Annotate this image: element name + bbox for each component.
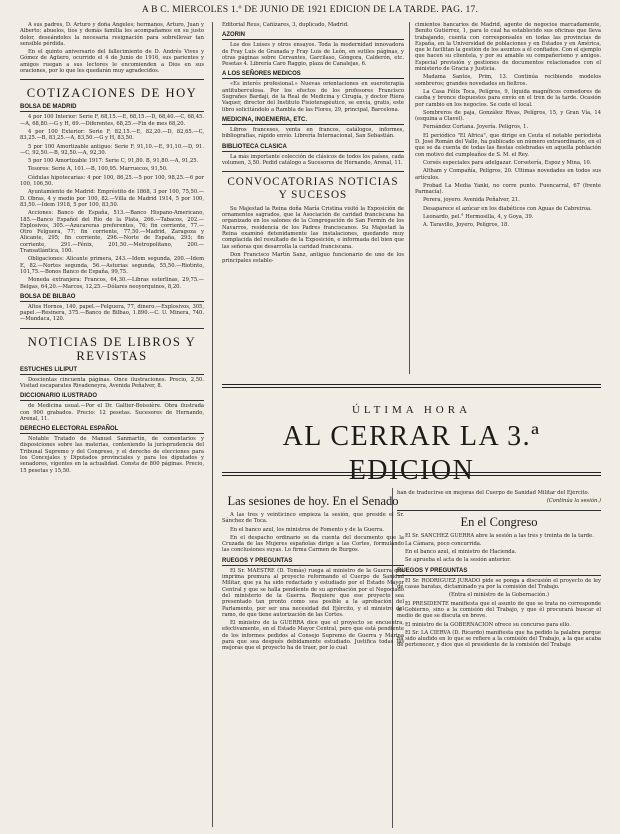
congreso-paragraph: El PRESIDENTE manifiesta que el asunto de que se trata no corresponde al Gobierno, sino a la comisión del Trabajo, y que él procurará buscar el medio de que se discuta en breve. xyxy=(397,600,601,620)
divider xyxy=(397,510,601,511)
congreso-paragraph: El Sr. LA CIERVA (D. Ricardo) manifiesta que ha pedido la palabra porque ha sido aludido en lo que se refiere a la comisión del Trabajo, a la que acaba de pertenecer, y dice que el presidente de la comisión del Trabajo xyxy=(397,629,601,649)
senado-headline: Las sesiones de hoy. En el Senado xyxy=(227,494,399,508)
ad-desaparece: Desaparece el azúcar en los diabéticos con Aguas de Cabreiroa. xyxy=(423,205,592,212)
congreso-paragraph: Se aprueba el acta de la sesión anterior. xyxy=(405,557,511,564)
quote-line: Obligaciones: Alicante primera, 243.—Idem segunda, 200.—Idem E, 82.—Nortes segunda, 56.—Asturias segunda, 55,50.—Riotinto, 101,75.—Bonos Banco de España, 99,75. xyxy=(20,256,204,275)
quote-line: Tesoros: Serie A, 101.—B, 100,95. Marruecos, 91,50. xyxy=(28,166,168,173)
ultima-hora: ÚLTIMA HORA xyxy=(351,404,472,416)
convocatorias-title: CONVOCATORIAS NOTICIAS Y SUCESOS xyxy=(227,176,399,201)
diccionario-text: de Medicina usual.—Por el Dr. Galtier-Boissière. Obra ilustrada con 900 grabados. Precio: 12 pesetas. Sucesores de Hernando, Arenal, 11. xyxy=(20,403,204,422)
diccionario-title: DICCIONARIO ILUSTRADO xyxy=(20,392,204,401)
reus-line: Editorial Reus, Cañizares, 3, duplicado, Madrid. xyxy=(222,22,349,28)
cotizaciones-title: COTIZACIONES DE HOY xyxy=(26,86,198,101)
banner-top-rule xyxy=(222,384,601,388)
senado-paragraph: En el despacho ordinario se da cuenta del documento que la Cruzada de las Mujeres españolas dirige a las Cortes, formulando las conclusiones suyas. Lo firma Carmen de Burgos. xyxy=(222,534,404,554)
quote-line: Acciones: Banco de España, 513.—Banco Hispano-Americano, 185.—Banco Español del Río de la Plata, 266.—Tabacos, 202.—Explosivos, 305.—Azucareras preferentes, 76; fin corriente, 77.—Otro Felguera, 77; fin corriente, 77,50.—Madrid, Zaragoza y Alicante, 295; fin corriente, 296.—Norte de España, 293; fin corriente, 291.—Fénix, 201,50.—Metropolitano, 200.—Transatlántica, 100. xyxy=(20,210,204,255)
senado-column xyxy=(222,490,404,830)
clasica-text: La más importante colección de clásicos de todos los países, cada volumen, 3,50. Pedid catálogo a Sucesores de Hernando, Arenal, 11. xyxy=(222,153,404,166)
ad-sombreros: Sombreros de paja, González Rivas, Pelígros, 15, y Gran Vía, 14 (esquina a Clavel). xyxy=(415,109,601,123)
condolence-paragraph: A sus padres, D. Arturo y doña Angeles; hermanos, Arturo, Juan y Alberto; abuelos, tíos y demás familia les acompañamos en su justo dolor, deseándoles la necesaria resignación para sobrellevar tan sensible pérdida. xyxy=(20,22,204,47)
senado-paragraph: El ministro de la GUERRA dice que el proyecto se encuentra, efectivamente, en el Estado Mayor Central, pero que está pendiente de los informes pedidos al Consejo Supremo de Guerra y Marina para que sea después debidamente estudiado. Justifica todas las mejoras que el proyecto ha de traer, por lo cual xyxy=(222,620,404,652)
senado-ruegos-title: RUEGOS Y PREGUNTAS xyxy=(222,557,404,566)
ad-perera: Perera, joyero. Avenida Peñalver, 21. xyxy=(423,197,520,204)
congreso-paragraph: En el banco azul, el ministro de Hacienda. xyxy=(405,549,517,556)
quote-line: 5 por 100 Amortizable 1917: Serie C, 91,80. B, 91,80.—A, 91,25. xyxy=(28,158,199,165)
continua-sesion: (Continúa la sesión.) xyxy=(546,498,601,505)
bolsa-madrid-title: BOLSA DE MADRID xyxy=(20,103,204,112)
azorin-text: Los dos Luises y otros ensayos. Toda la modernidad innovadora de Fray Luis de Granada y Fray Luis de León, en sutiles páginas, y otras páginas sobre Cervantes, Garcilaso, Góngora, Calderón, etc. Pesetas 4. Librería Caro Raggio, plaza de Canalejas, 6. xyxy=(222,42,404,68)
senado-paragraph: En el banco azul, los ministros de Fomento y de la Guerra. xyxy=(230,526,384,533)
ad-corses: Corsés especiales para adelgazar. Corsetería, Espoz y Mina, 10. xyxy=(423,159,592,166)
column-3 xyxy=(415,22,601,372)
quote-line: 4 por 100 Exterior: Serie F, 82,15.—E, 82,20.—D, 82,65.—C, 83,25.—B, 83,25.—A, 83,50.—G y H, 83,50. xyxy=(20,128,204,142)
column-2 xyxy=(222,22,404,372)
noticias-libros-title: NOTICIAS DE LIBROS Y REVISTAS xyxy=(27,334,197,363)
congreso-paragraph: El Sr. RODRIGUEZ JURADO pide se ponga a discusión el proyecto de ley de casas baratas, dictaminado ya por la comisión del Trabajo. xyxy=(397,577,601,591)
martin-text: Don Francisco Martín Sanz, antiguo funcionario de uno de los principales estable- xyxy=(222,251,404,265)
congreso-ruegos-title: RUEGOS Y PREGUNTAS xyxy=(397,567,601,576)
medicos-title: A LOS SEÑORES MEDICOS xyxy=(222,70,404,79)
congreso-paragraph: (Entra el ministro de la Gobernación.) xyxy=(448,592,550,599)
quote-line: Ayuntamiento de Madrid: Empréstito de 1868, 3 por 100, 75,50.—D. Obras, 4 y medio por 100, 82.—Villa de Madrid 1914, 5 por 100, 83,50.—Idem 1918, 5 por 100, 83,50. xyxy=(20,189,204,208)
derecho-title: DERECHO ELECTORAL ESPAÑOL xyxy=(20,425,204,434)
bilbao-line: Altos Hornos, 140, papel.—Felguera, 77, dinero.—Explosivos, 305, papel.—Resinera, 375.—Banco de Bilbao, 1.890.—C. U. Minera, 740.—Mundaca, 120. xyxy=(20,303,204,323)
estuches-text: Doscientas cincuenta páginas. Once ilustraciones. Precio, 2,50. Visitad escaparates Rivadeneyra, Avenida Peñalver, 8. xyxy=(20,376,204,389)
medicina-text: Libros franceses, venta en francos, catálogos, informes, bibliografías, rápido envío. Librería Internacional, San Sebastián. xyxy=(222,126,404,140)
ad-altham: Altham y Compañía, Pelígros, 20. Ultimas novedades en todos sus artículos. xyxy=(415,168,601,181)
al-cerrar-headline: AL CERRAR LA 3.ª EDICION xyxy=(282,421,541,486)
congreso-paragraph: El ministro de la GOBERNACION ofrece su concurso para ello. xyxy=(405,621,571,628)
ad-fernandez: Fernández Cortana. Joyería. Pelígros, 1. xyxy=(423,124,529,131)
medicos-text: «Es interés profesional.» Nuevas orientaciones en sueroterapia antituberculosa. Por los efectos de los profesores Francisco Sugrañes Bardají, de la Real de Medicina y Cirugía, y doctor Riera Vaquer, director del Instituto Fisioterapéutico, se envía, gratis, este libro solicitándolo a Rambla de las Flores, 29, principal, Barcelona. xyxy=(222,81,404,113)
divider xyxy=(222,171,404,172)
bolsa-bilbao-title: BOLSA DE BILBAO xyxy=(20,293,204,302)
ad-leonardo: Leonardo, pel.° Hermosilla, 4, y Goya, 39. xyxy=(423,214,534,221)
divider xyxy=(20,328,204,329)
bancarios-text: cimientos bancarios de Madrid, agente de negocios marcadamente, Benito Gutiérrez, 1, para lo cual ha establecido sus oficinas que lleva trabajando, cuenta con corresponsales en todas las provincias de España, en la Universidad de poblaciones y en Estados y en América, que le facilitan la gestión de los asuntos a él confiados. Con el ejemplo que hacen su clientela, y por su amable su compañerismo y amigos. Especial previsión y gestiones de documentos relacionados con el ministerio de Gracia y Justicia. xyxy=(415,22,601,73)
senado-paragraph: El Sr. MAESTRE (D. Tomás) ruega al ministro de la Guerra que imprima premura al proyecto reformando el Cuerpo de Sanidad Militar, que ya ha sido redactado y estudiado por el Estado Mayor Central y que se halla pendiente de su aprobación por el Negociado del ministerio de la Guerra. Requiere que ese proyecto sea presentado tan pronto como sea posible a la aprobación del Parlamento, por ser una necesidad del Ejército, y el ministro del ramo, de que tiene autorización de las Cortes. xyxy=(222,567,404,618)
column-1 xyxy=(20,22,204,827)
congreso-headline: En el Congreso xyxy=(460,514,538,529)
ad-probad: Probad La Media Yanki, no corre punto. Fuencarral, 67 (frente Parmacia). xyxy=(415,182,601,196)
quote-line: Moneda extranjera: Francos, 64,30.—Libras esterlinas, 29,75.—Belgas, 64,20.—Marcos, 12,25.—Dólares neoyorquinos, 8,20. xyxy=(20,277,204,290)
medicina-title: MEDICINA, INGENIERIA, ETC. xyxy=(222,116,404,125)
congreso-column xyxy=(397,490,601,830)
congreso-carryover: han de traducirse en mejoras del Cuerpo de Sanidad Militar del Ejército. xyxy=(397,490,590,496)
convocatorias-text: Su Majestad la Reina doña María Cristina visitó la Exposición de ornamentos sagrados, que la Asociación de caridad franciscana ha organizado en los salones de la Congregación de San Fermín de los Navarros, residencia de los Padres franciscanos. Su Majestad la Reina examinó detenidamente las instalaciones, quedando muy complacida del resultado de la Exposición, e informada del bien que las señoras que desarrolla la caridad franciscana. xyxy=(222,205,404,250)
azorin-title: AZORIN xyxy=(222,31,404,40)
ad-casa-toca: La Casa Félix Toca, Pelígros, 9, liquida magníficos comedores de caoba y bronce dispuestos para envío en el tren de la tarde. Ocasión por cambio en los negocios. Se cede el local. xyxy=(415,88,601,108)
ad-madama: Madama Santos, Prim, 13. Continúa recibiendo modelos sombreros; grandes novedades en fieltros. xyxy=(415,74,601,87)
estuches-title: ESTUCHES LILIPUT xyxy=(20,366,204,375)
ad-taravillo: A. Taravillo, Joyero, Pelígros, 18. xyxy=(423,222,509,229)
senado-paragraph: A las tres y veinticinco empieza la sesión, que preside el Sr. Sánchez de Toca. xyxy=(222,512,404,525)
quote-line: 4 por 100 Interior: Serie F, 68,15.—E, 68,15.—D, 68,40.—C, 68,45.—A, 68,80.—G y H, 69.—Diferentes, 68,25.—Fin de mes 68,20. xyxy=(20,114,204,127)
derecho-text: Notable Tratado de Manuel Sanmartín, de comentarios y disposiciones sobre las materias, conteniendo la jurisprudencia del Tribunal Supremo y del Congreso, y el derecho de elecciones para los Concejales y Diputados provinciales y para los diputados y senadores, vigentes en la actualidad. Consta de 800 páginas. Precio, 15 pesetas y 15,50. xyxy=(20,436,204,474)
column-divider xyxy=(212,22,213,827)
page-header: A B C. MIERCOLES 1.º DE JUNIO DE 1921 EDICION DE LA TARDE. PAG. 17. xyxy=(141,4,479,15)
congreso-paragraph: El Sr. SANCHEZ GUERRA abre la sesión a las tres y treinta de la tarde. xyxy=(405,532,594,539)
africa-paragraph: El periódico "El Africa", que dirige en Ceuta el notable periodista D. José Román del Valle, ha publicado un número extraordinario, en el que se da cuenta de todas las fiestas celebradas en aquella población con motivo del cumpleaños de S. M. el Rey. xyxy=(415,132,601,158)
column-divider xyxy=(409,22,410,374)
divider xyxy=(20,79,204,80)
clasica-title: BIBLIOTECA CLASICA xyxy=(222,143,404,152)
anniversary-paragraph: En el quinto aniversario del fallecimiento de D. Andrés Vives y Gómez de Agüero, ocurrido el 4 de Junio de 1916, sus parientes y amigos ruegan a sus lectores le encomienden a Dios en sus oraciones, por lo que les quedarán muy agradecidos. xyxy=(20,49,204,75)
quote-line: 5 por 100 Amortizable antiguo: Serie F, 91,10.—E, 91,10.—D, 91.—C, 92,50.—B, 92,50.—A, 92,30. xyxy=(20,143,204,156)
congreso-paragraph: La Cámara, poco concurrida. xyxy=(405,540,482,547)
quote-line: Cédulas hipotecarias: 4 por 100, 86,25.—5 por 100, 98,25.—6 por 100, 106,50. xyxy=(20,174,204,188)
banner-bottom-rule xyxy=(222,472,601,476)
